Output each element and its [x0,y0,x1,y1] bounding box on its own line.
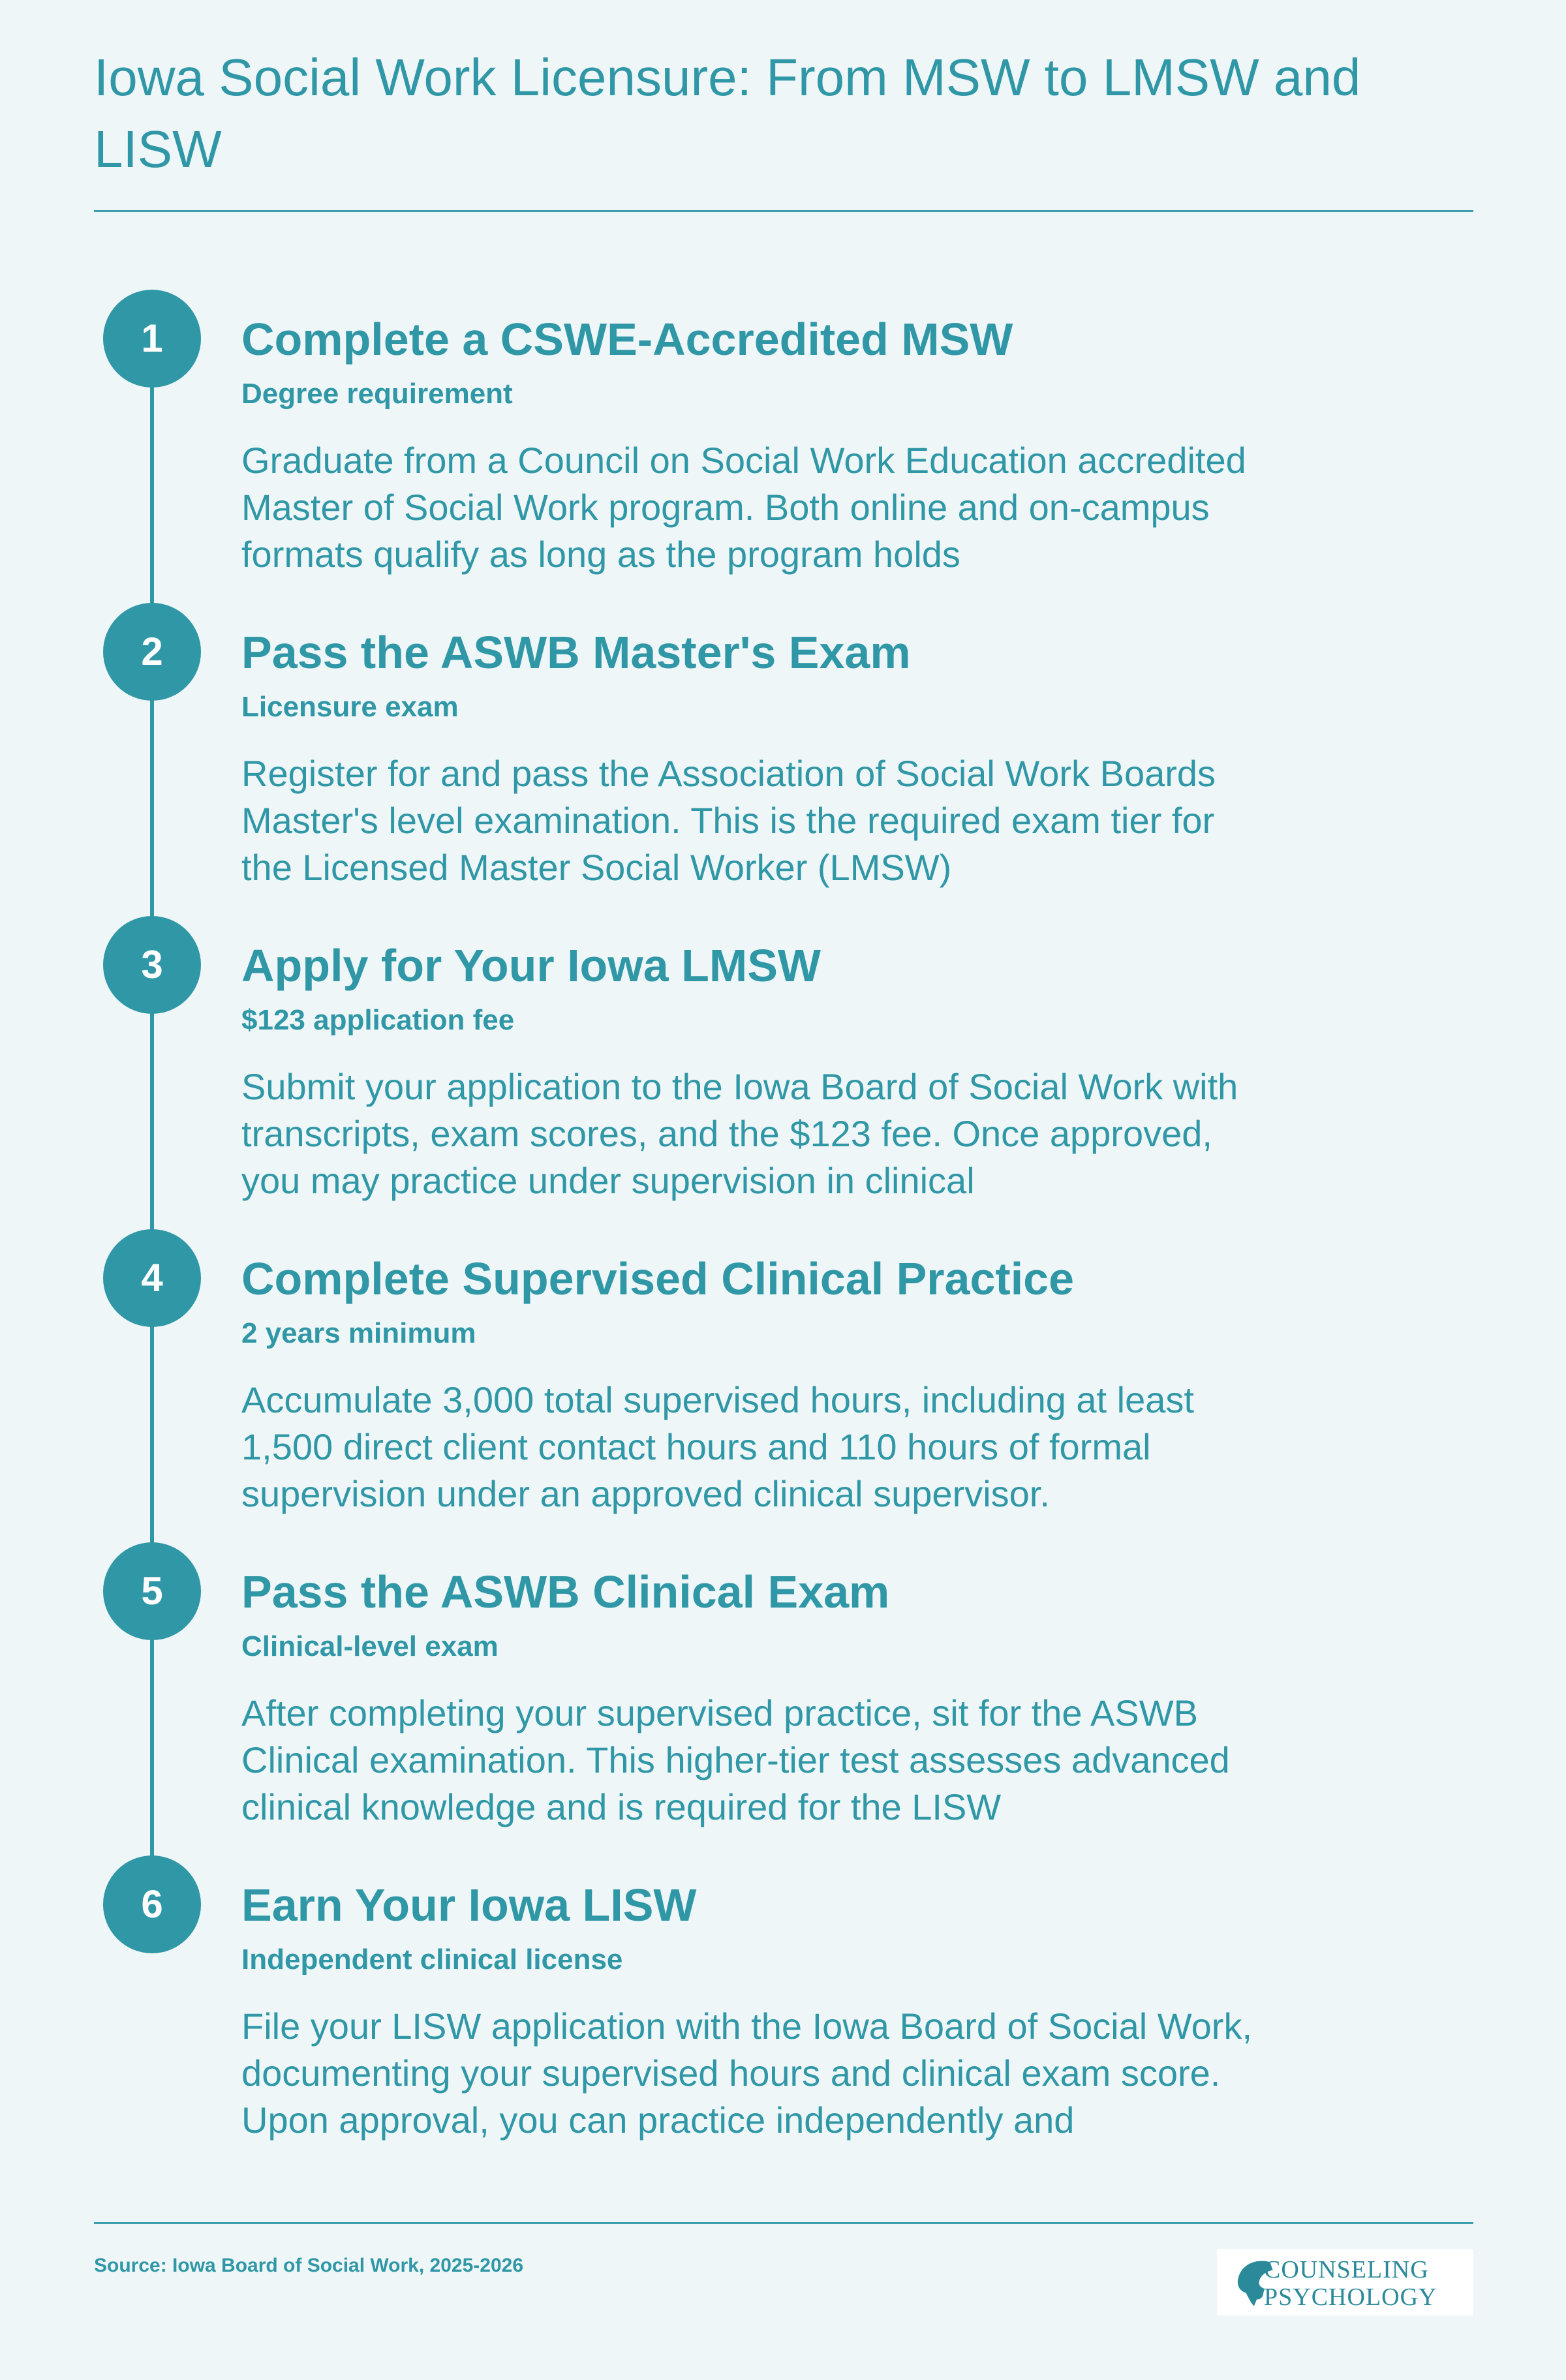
step-title: Complete a CSWE-Accredited MSW [241,314,1013,365]
source-citation: Source: Iowa Board of Social Work, 2025-2026 [94,2255,524,2276]
step-description: After completing your supervised practice, sit for the ASWB Clinical examination. This higher-tier test assesses advanced clinical knowledge and is required for the LISW [241,1692,1230,1827]
footer-divider [94,2222,1473,2224]
step-number-badge: 2 [103,603,201,701]
logo-text-line1: COUNSELING [1264,2256,1429,2283]
step-subtitle: Degree requirement [241,378,513,410]
step-title: Complete Supervised Clinical Practice [241,1253,1075,1304]
page-title: Iowa Social Work Licensure: From MSW to LMSW and LISW [94,48,1361,178]
step-description: File your LISW application with the Iowa Board of Social Work, documenting your supervised hours and clinical exam score. Upon approval, you can practice independently and [241,2006,1252,2141]
step-description: Register for and pass the Association of Social Work Boards Master's level examination. This is the required exam tier for the Licensed Master Social Worker (LMSW) [241,753,1216,888]
step-number-badge: 1 [103,290,201,388]
counseling-psychology-logo[interactable] [1217,2249,1473,2315]
step-title: Earn Your Iowa LISW [241,1880,697,1930]
step-subtitle: 2 years minimum [241,1317,476,1349]
step-subtitle: Clinical-level exam [241,1630,499,1662]
step-description: Submit your application to the Iowa Board of Social Work with transcripts, exam scores, and the $123 fee. Once approved, you may practice under supervision in clinical [241,1066,1238,1201]
step-description: Accumulate 3,000 total supervised hours, including at least 1,500 direct client contact hours and 110 hours of formal supervision under an approved clinical supervisor. [241,1379,1194,1514]
step-number-badge: 4 [103,1229,201,1327]
step-subtitle: Licensure exam [241,691,459,723]
step-number-badge: 6 [103,1855,201,1953]
logo-text-line2: PSYCHOLOGY [1264,2283,1437,2311]
step-title: Pass the ASWB Master's Exam [241,627,911,678]
step-title: Pass the ASWB Clinical Exam [241,1566,890,1617]
step-title: Apply for Your Iowa LMSW [241,940,821,991]
step-description: Graduate from a Council on Social Work Education accredited Master of Social Work program. Both online and on-campus formats qualify as long as the program holds [241,440,1246,575]
step-number-badge: 5 [103,1542,201,1640]
timeline-line [150,344,154,1897]
step-subtitle: $123 application fee [241,1004,515,1036]
step-number-badge: 3 [103,916,201,1014]
step-subtitle: Independent clinical license [241,1944,623,1976]
